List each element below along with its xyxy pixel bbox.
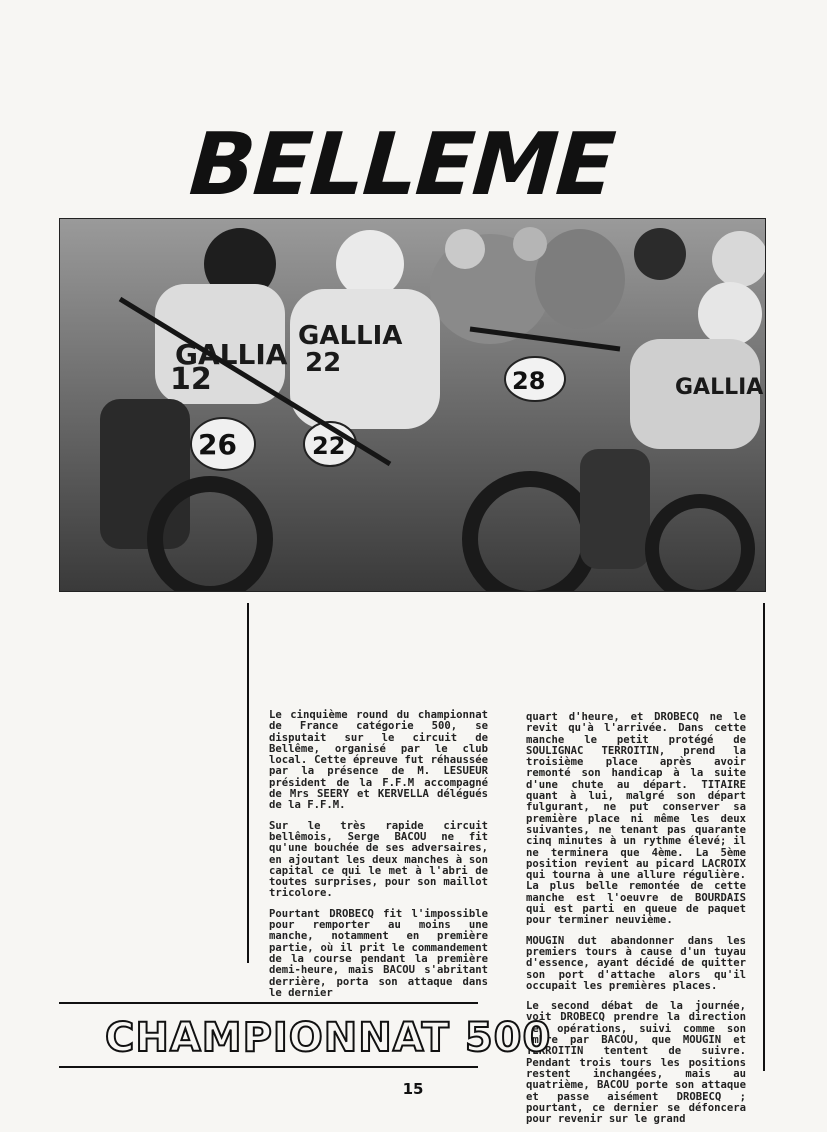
rider-jersey-text: GALLIA [298, 321, 403, 351]
bike-number-plate: 22 [312, 432, 346, 460]
banner-rule-top [59, 1002, 478, 1004]
paragraph: Pourtant DROBECQ fit l'impossible pour remporter au moins une manche, notamment en première partie, où il prit le commandement de la course pendant la première demi-heure, mais BACOU s'abritant derrière, porta son attaque dans le dernier [269, 907, 488, 999]
page-number: 15 [402, 1080, 424, 1098]
rider-number: 22 [305, 348, 342, 378]
motocross-photo [59, 218, 766, 592]
paragraph: Le second débat de la journée, voit DROBECQ prendre la direction des opérations, suivi comme son ombre par BACOU, que MOUGIN et TERROITIN tentent de suivre. Pendant trois tours les positions restent inchangées, mais au quatrième, BACOU porte son attaque et passe aisément DROBECQ ; pourtant, ce dernier se défoncera pour revenir sur le grand [526, 1000, 746, 1126]
paragraph: MOUGIN dut abandonner dans les premiers tours à cause d'un tuyau d'essence, ayant décidé de quitter son port d'attache alors qu'il occupait les premières places. [526, 934, 746, 992]
paragraph: quart d'heure, et DROBECQ ne le revit qu'à l'arrivée. Dans cette manche le petit protégé de SOULIGNAC TERROITIN, prend la troisième place après avoir remonté son handicap à la suite d'une chute au départ. TITAIRE quant à lui, malgré son départ fulgurant, ne put conserver sa première place ni même les deux suivantes, ne tenant pas quarante cinq minutes à un rythme élevé; il ne terminera que 4ème. La 5ème position revient au picard LACROIX qui tourna à une allure régulière. La plus belle remontée de cette manche est l'oeuvre de BOURDAIS qui est parti en queue de paquet pour terminer neuvième. [526, 711, 746, 927]
photo-illustration [60, 219, 765, 591]
article-title: BELLEME [186, 115, 617, 215]
column-rule-right [763, 603, 765, 1071]
rider-jersey-text: GALLIA [675, 375, 764, 400]
rider-number: 12 [170, 362, 212, 397]
bike-number-plate: 28 [512, 367, 546, 395]
paragraph: Sur le très rapide circuit bellêmois, Serge BACOU ne fit qu'une bouchée de ses adversaires, en ajoutant les deux manches à son capital ce qui le met à l'abri de toutes surprises, pour son maillot tricolore. [269, 819, 488, 900]
article-column-right [526, 712, 746, 1125]
bike-number-plate: 26 [198, 428, 237, 461]
column-rule-left [247, 603, 249, 963]
section-banner: CHAMPIONNAT 500 [105, 1015, 552, 1061]
article-column-left [269, 710, 488, 999]
banner-rule-bottom [59, 1066, 478, 1068]
paragraph: Le cinquième round du championnat de France catégorie 500, se disputait sur le circuit de Bellême, organisé par le club local. Cette épreuve fut réhaussée par la présence de M. LESUEUR président de la F.F.M accompagné de Mrs SEERY et KERVELLA délégués de la F.F.M. [269, 709, 488, 812]
rider-jersey-text: GALLIA [175, 338, 288, 371]
